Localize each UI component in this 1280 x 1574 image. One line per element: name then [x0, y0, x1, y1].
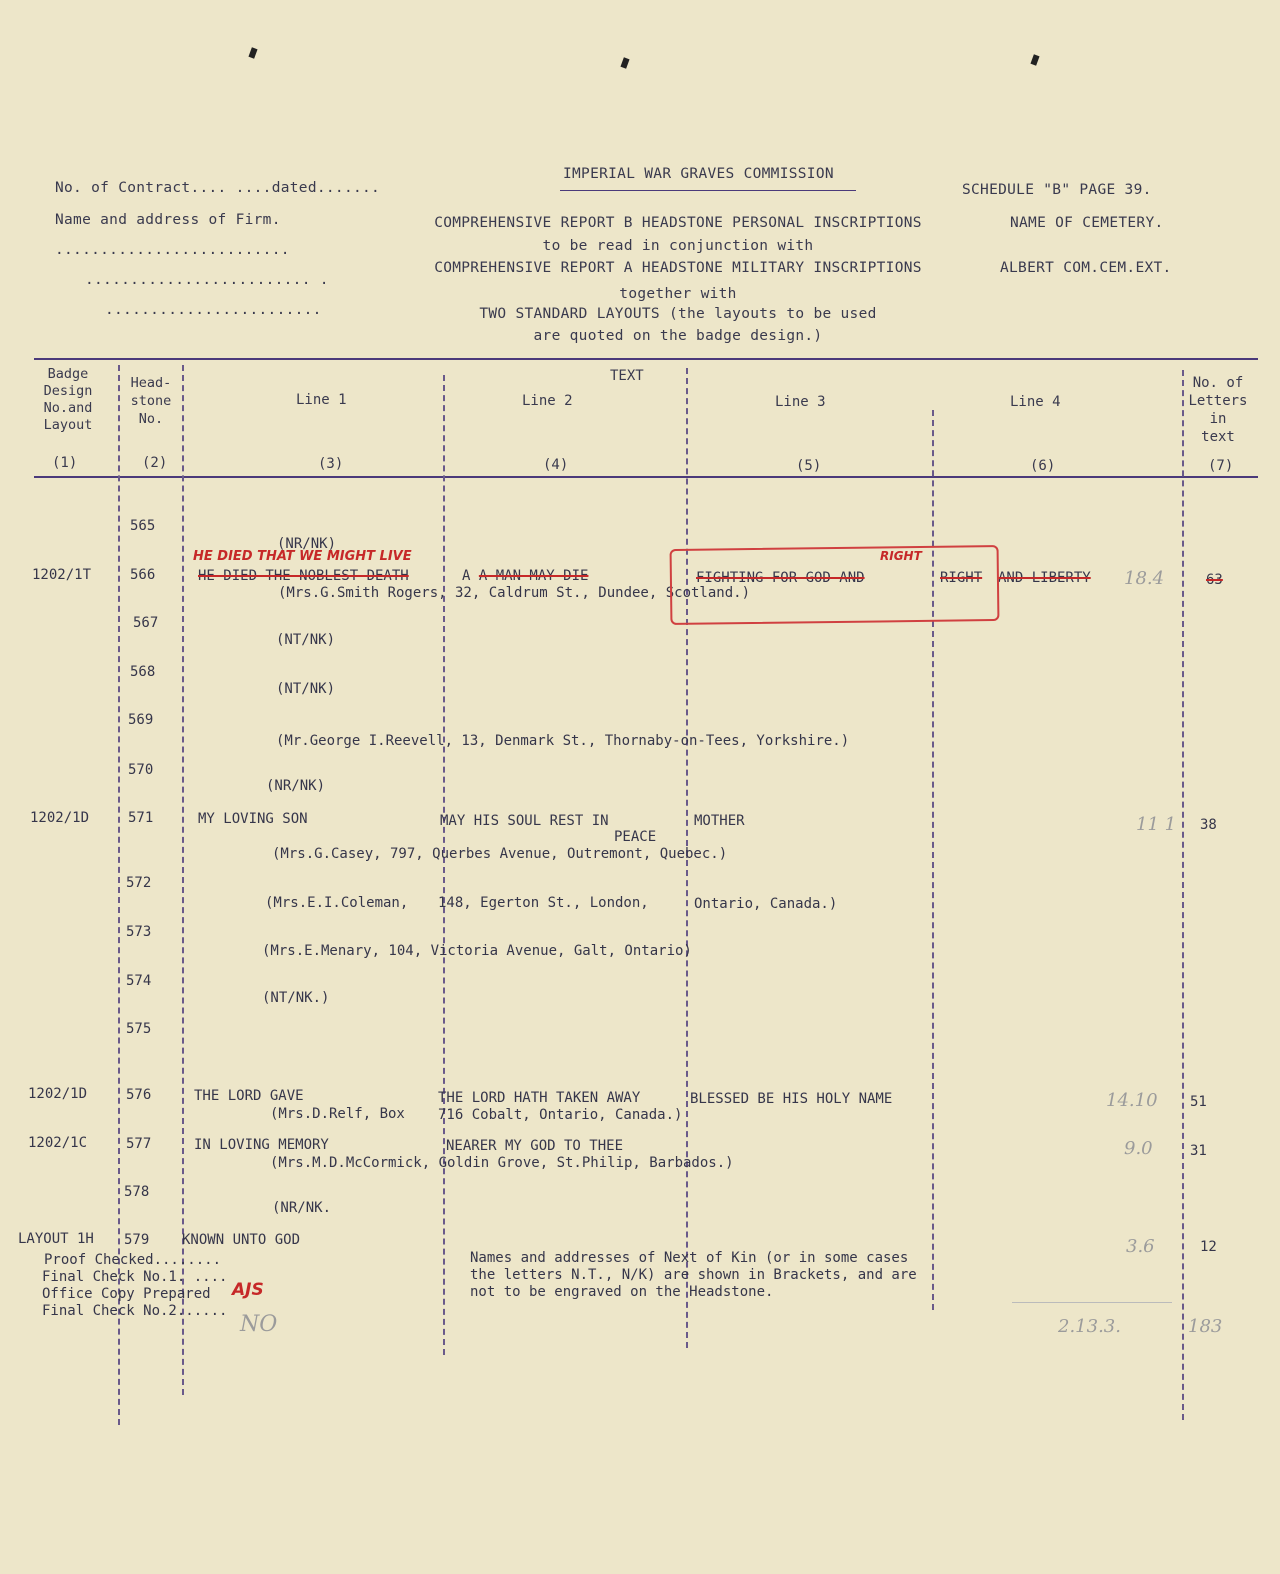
headstone-number: 570 [128, 762, 154, 778]
pencil-note: 11 1 [1136, 814, 1177, 835]
col-line3-header: Line 3 [775, 394, 826, 410]
table-top-rule [34, 358, 1258, 360]
col-letters-header: No. of Letters in text [1188, 375, 1248, 445]
inscription-line2: A A MAN MAY DIE [462, 568, 589, 584]
column-divider [443, 375, 445, 1355]
headstone-number: 572 [126, 875, 152, 891]
badge-design: 1202/1T [32, 567, 92, 583]
next-of-kin: 716 Cobalt, Ontario, Canada.) [438, 1107, 683, 1123]
pencil-total: 2.13.3. [1058, 1316, 1121, 1337]
final-check-1: Final Check No.1. .... [42, 1269, 228, 1285]
headstone-number: 573 [126, 924, 152, 940]
inscription-line4: RIGHT [940, 570, 983, 586]
badge-design: LAYOUT 1H [18, 1231, 94, 1247]
next-of-kin: (NR/NK. [272, 1200, 332, 1216]
letter-count: 31 [1190, 1143, 1207, 1159]
pencil-note: 14.10 [1106, 1090, 1158, 1111]
next-of-kin: (NR/NK) [266, 778, 326, 794]
inscription-line2: NEARER MY GOD TO THEE [446, 1138, 624, 1154]
col-badge-header: Badge Design No.and Layout [43, 366, 93, 433]
badge-design: 1202/1D [28, 1086, 88, 1102]
handwritten-correction: HE DIED THAT WE MIGHT LIVE [193, 549, 412, 564]
firm-dots: .......................... [55, 242, 290, 258]
inscription-line4: AND LIBERTY [998, 570, 1091, 586]
ink-mark [1030, 54, 1039, 65]
pencil-initials: NO [240, 1312, 278, 1337]
inscription-line1: KNOWN UNTO GOD [182, 1232, 301, 1248]
inscription-line1: THE LORD GAVE [194, 1088, 304, 1104]
headstone-number: 569 [128, 712, 154, 728]
letter-count: 63 [1206, 572, 1223, 588]
kin-note: the letters N.T., N/K) are shown in Brackets, and are [470, 1267, 917, 1283]
next-of-kin: (NR/NK) [277, 536, 337, 552]
report-together: together with [619, 286, 737, 302]
letter-count: 12 [1200, 1239, 1217, 1255]
report-a-title: COMPREHENSIVE REPORT A HEADSTONE MILITARY INSCRIPTIONS [434, 260, 922, 276]
next-of-kin: (Mrs.M.D.McCormick, Goldin Grove, St.Philip, Barbados.) [270, 1155, 734, 1171]
col-number: (5) [796, 458, 822, 474]
report-conjunction: to be read in conjunction with [542, 238, 814, 254]
red-correction-box [670, 545, 1000, 625]
contract-field: No. of Contract.... ....dated....... [55, 180, 381, 196]
inscription-line2: THE LORD HATH TAKEN AWAY [438, 1090, 641, 1106]
initials-signature: AJS [232, 1280, 264, 1300]
headstone-number: 568 [130, 664, 156, 680]
headstone-number: 576 [126, 1087, 152, 1103]
proof-checked: Proof Checked........ [44, 1252, 222, 1268]
schedule-page: SCHEDULE "B" PAGE 39. [962, 182, 1152, 198]
headstone-number: 577 [126, 1136, 152, 1152]
next-of-kin: Ontario, Canada.) [694, 896, 838, 912]
pencil-total-rule [1012, 1302, 1172, 1303]
col-line2-header: Line 2 [522, 393, 573, 409]
letter-count: 51 [1190, 1094, 1207, 1110]
headstone-number: 575 [126, 1021, 152, 1037]
title-underline [560, 190, 856, 191]
next-of-kin: (Mr.George I.Reevell, 13, Denmark St., Thornaby-on-Tees, Yorkshire.) [276, 733, 850, 749]
badge-design: 1202/1C [28, 1135, 88, 1151]
next-of-kin: 148, Egerton St., London, [438, 895, 649, 911]
col-number: (2) [142, 455, 168, 471]
ink-mark [248, 47, 257, 58]
firm-dots: ......................... . [85, 272, 329, 288]
inscription-line2: MAY HIS SOUL REST IN [440, 813, 609, 829]
ink-mark [620, 57, 629, 68]
col-headstone-header: Head- stone No. [130, 375, 172, 427]
firm-dots: ........................ [105, 302, 322, 318]
col-number: (4) [543, 457, 569, 473]
headstone-number: 567 [133, 615, 159, 631]
next-of-kin: (Mrs.G.Smith Rogers, 32, Caldrum St., Dundee, Scotland.) [278, 585, 751, 601]
col-line4-header: Line 4 [1010, 394, 1061, 410]
col-number: (6) [1030, 458, 1056, 474]
firm-label: Name and address of Firm. [55, 212, 281, 228]
headstone-number: 579 [124, 1232, 150, 1248]
inscription-line1: MY LOVING SON [198, 811, 308, 827]
inscription-line3: FIGHTING FOR GOD AND [696, 570, 865, 586]
headstone-number: 566 [130, 567, 156, 583]
col-number: (3) [318, 456, 344, 472]
column-divider [1182, 370, 1184, 1420]
badge-design: 1202/1D [30, 810, 90, 826]
pencil-note: 3.6 [1126, 1236, 1155, 1257]
cemetery-name: ALBERT COM.CEM.EXT. [1000, 260, 1172, 276]
col-line1-header: Line 1 [296, 392, 347, 408]
inscription-line3: MOTHER [694, 813, 745, 829]
commission-title: IMPERIAL WAR GRAVES COMMISSION [563, 166, 834, 182]
office-copy: Office Copy Prepared [42, 1286, 211, 1302]
next-of-kin: (Mrs.E.Menary, 104, Victoria Avenue, Galt, Ontario) [262, 943, 692, 959]
report-layouts: TWO STANDARD LAYOUTS (the layouts to be used [479, 306, 877, 322]
pencil-total-letters: 183 [1188, 1316, 1223, 1337]
inscription-line1: IN LOVING MEMORY [194, 1137, 329, 1153]
next-of-kin: (Mrs.G.Casey, 797, Querbes Avenue, Outremont, Quebec.) [272, 846, 728, 862]
handwritten-correction: RIGHT [880, 549, 922, 563]
next-of-kin: (Mrs.D.Relf, Box [270, 1106, 405, 1122]
table-header-rule [34, 476, 1258, 478]
next-of-kin: (NT/NK.) [262, 990, 330, 1006]
next-of-kin: (NT/NK) [276, 681, 336, 697]
inscription-line3: BLESSED BE HIS HOLY NAME [690, 1091, 893, 1107]
col-text-group: TEXT [610, 368, 644, 384]
next-of-kin: (Mrs.E.I.Coleman, [265, 895, 409, 911]
pencil-note: 9.0 [1124, 1138, 1153, 1159]
headstone-number: 565 [130, 518, 156, 534]
cemetery-label: NAME OF CEMETERY. [1010, 215, 1164, 231]
kin-note: not to be engraved on the Headstone. [470, 1284, 774, 1300]
headstone-number: 571 [128, 810, 154, 826]
report-layouts: are quoted on the badge design.) [533, 328, 823, 344]
col-number: (7) [1208, 458, 1234, 474]
final-check-2: Final Check No.2...... [42, 1303, 228, 1319]
next-of-kin: (NT/NK) [276, 632, 336, 648]
pencil-note: 18.4 [1124, 568, 1165, 589]
inscription-line1: HE DIED THE NOBLEST DEATH [198, 568, 409, 584]
kin-note: Names and addresses of Next of Kin (or in some cases [470, 1250, 909, 1266]
headstone-number: 574 [126, 973, 152, 989]
col-number: (1) [52, 455, 78, 471]
headstone-number: 578 [124, 1184, 150, 1200]
report-b-title: COMPREHENSIVE REPORT B HEADSTONE PERSONAL INSCRIPTIONS [434, 215, 922, 231]
inscription-line2-continued: PEACE [614, 829, 657, 845]
letter-count: 38 [1200, 817, 1217, 833]
